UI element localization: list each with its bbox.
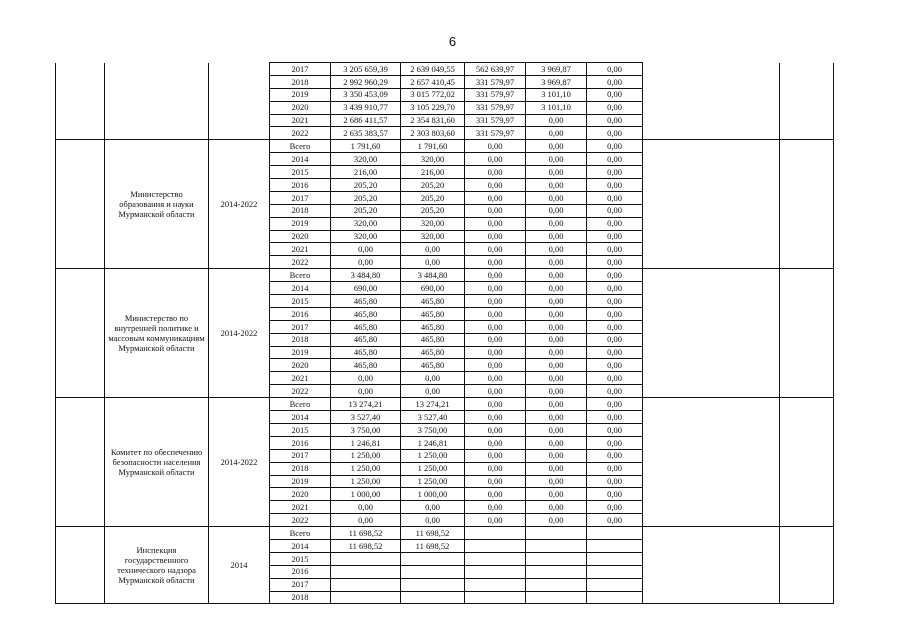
funding-table xyxy=(55,62,834,604)
total-cell: 3 527,40 xyxy=(331,411,401,424)
other-sources-cell: 0,00 xyxy=(587,75,643,88)
federal-budget-cell: 0,00 xyxy=(465,436,526,449)
year-cell: 2015 xyxy=(270,423,331,436)
year-cell: 2017 xyxy=(270,449,331,462)
federal-budget-cell xyxy=(465,552,526,565)
table-row xyxy=(56,398,834,411)
federal-budget-cell: 0,00 xyxy=(465,359,526,372)
regional-budget-cell: 320,00 xyxy=(401,153,465,166)
regional-budget-cell: 3 750,00 xyxy=(401,423,465,436)
regional-budget-cell: 1 250,00 xyxy=(401,475,465,488)
other-sources-cell: 0,00 xyxy=(587,179,643,192)
other-sources-cell: 0,00 xyxy=(587,449,643,462)
total-cell: 3 350 453,09 xyxy=(331,88,401,101)
row-number-cell xyxy=(56,269,105,398)
total-cell: 465,80 xyxy=(331,359,401,372)
other-sources-cell: 0,00 xyxy=(587,153,643,166)
federal-budget-cell: 0,00 xyxy=(465,166,526,179)
local-budget-cell: 0,00 xyxy=(526,436,587,449)
total-cell: 3 750,00 xyxy=(331,423,401,436)
other-sources-cell: 0,00 xyxy=(587,359,643,372)
federal-budget-cell: 0,00 xyxy=(465,333,526,346)
total-cell: 320,00 xyxy=(331,153,401,166)
other-sources-cell: 0,00 xyxy=(587,411,643,424)
year-cell: Всего xyxy=(270,398,331,411)
federal-budget-cell: 0,00 xyxy=(465,411,526,424)
year-cell: Всего xyxy=(270,269,331,282)
local-budget-cell: 0,00 xyxy=(526,140,587,153)
total-cell: 2 635 383,57 xyxy=(331,127,401,140)
result-cell xyxy=(780,140,834,269)
regional-budget-cell: 465,80 xyxy=(401,346,465,359)
total-cell: 465,80 xyxy=(331,346,401,359)
year-cell: 2016 xyxy=(270,436,331,449)
year-cell: 2017 xyxy=(270,320,331,333)
total-cell: 3 205 659,39 xyxy=(331,63,401,76)
regional-budget-cell: 1 250,00 xyxy=(401,462,465,475)
federal-budget-cell: 0,00 xyxy=(465,398,526,411)
other-sources-cell: 0,00 xyxy=(587,436,643,449)
year-cell: 2020 xyxy=(270,488,331,501)
other-sources-cell: 0,00 xyxy=(587,295,643,308)
regional-budget-cell: 216,00 xyxy=(401,166,465,179)
organization-cell: Комитет по обеспечению безопасности населения Мурманской области xyxy=(105,398,209,527)
organization-cell: Инспекция государственного технического надзора Мурманской области xyxy=(105,527,209,604)
total-cell: 1 250,00 xyxy=(331,462,401,475)
other-sources-cell: 0,00 xyxy=(587,114,643,127)
total-cell: 1 250,00 xyxy=(331,475,401,488)
year-cell: 2022 xyxy=(270,514,331,527)
year-cell: 2018 xyxy=(270,462,331,475)
other-sources-cell: 0,00 xyxy=(587,514,643,527)
year-cell: 2018 xyxy=(270,333,331,346)
local-budget-cell xyxy=(526,552,587,565)
organization-cell: Министерство по внутренней политике и массовым коммуникациям Мурманской области xyxy=(105,269,209,398)
organization-cell xyxy=(105,63,209,140)
year-cell: 2014 xyxy=(270,153,331,166)
federal-budget-cell: 0,00 xyxy=(465,475,526,488)
row-number-cell xyxy=(56,63,105,140)
other-sources-cell: 0,00 xyxy=(587,462,643,475)
regional-budget-cell: 2 657 410,45 xyxy=(401,75,465,88)
federal-budget-cell: 331 579,97 xyxy=(465,127,526,140)
total-cell: 465,80 xyxy=(331,320,401,333)
regional-budget-cell: 690,00 xyxy=(401,282,465,295)
indicator-cell xyxy=(643,63,780,140)
regional-budget-cell xyxy=(401,565,465,578)
local-budget-cell xyxy=(526,591,587,604)
year-cell: 2021 xyxy=(270,243,331,256)
local-budget-cell: 0,00 xyxy=(526,346,587,359)
row-number-cell xyxy=(56,527,105,604)
federal-budget-cell: 0,00 xyxy=(465,320,526,333)
regional-budget-cell: 320,00 xyxy=(401,230,465,243)
year-cell: 2020 xyxy=(270,359,331,372)
local-budget-cell: 3 969,87 xyxy=(526,63,587,76)
local-budget-cell: 0,00 xyxy=(526,243,587,256)
other-sources-cell: 0,00 xyxy=(587,475,643,488)
regional-budget-cell: 3 527,40 xyxy=(401,411,465,424)
local-budget-cell: 0,00 xyxy=(526,295,587,308)
other-sources-cell xyxy=(587,527,643,540)
local-budget-cell: 0,00 xyxy=(526,191,587,204)
total-cell: 320,00 xyxy=(331,230,401,243)
regional-budget-cell: 0,00 xyxy=(401,243,465,256)
year-cell: 2019 xyxy=(270,475,331,488)
row-number-cell xyxy=(56,398,105,527)
federal-budget-cell: 0,00 xyxy=(465,488,526,501)
year-cell: 2021 xyxy=(270,372,331,385)
year-cell: Всего xyxy=(270,140,331,153)
federal-budget-cell xyxy=(465,591,526,604)
period-cell: 2014-2022 xyxy=(209,269,270,398)
year-cell: 2016 xyxy=(270,179,331,192)
total-cell: 205,20 xyxy=(331,191,401,204)
other-sources-cell: 0,00 xyxy=(587,398,643,411)
page-number: 6 xyxy=(448,34,457,49)
total-cell: 465,80 xyxy=(331,333,401,346)
federal-budget-cell xyxy=(465,578,526,591)
total-cell: 0,00 xyxy=(331,385,401,398)
indicator-cell xyxy=(643,140,780,269)
federal-budget-cell: 0,00 xyxy=(465,153,526,166)
regional-budget-cell: 2 639 049,55 xyxy=(401,63,465,76)
year-cell: 2017 xyxy=(270,578,331,591)
federal-budget-cell: 0,00 xyxy=(465,462,526,475)
year-cell: 2020 xyxy=(270,230,331,243)
federal-budget-cell: 331 579,97 xyxy=(465,114,526,127)
indicator-cell xyxy=(643,269,780,398)
regional-budget-cell: 205,20 xyxy=(401,179,465,192)
local-budget-cell: 0,00 xyxy=(526,127,587,140)
local-budget-cell: 0,00 xyxy=(526,217,587,230)
indicator-cell xyxy=(643,527,780,604)
total-cell: 1 246,81 xyxy=(331,436,401,449)
federal-budget-cell xyxy=(465,527,526,540)
local-budget-cell: 0,00 xyxy=(526,307,587,320)
total-cell xyxy=(331,552,401,565)
local-budget-cell: 0,00 xyxy=(526,282,587,295)
total-cell: 690,00 xyxy=(331,282,401,295)
local-budget-cell: 0,00 xyxy=(526,153,587,166)
federal-budget-cell: 0,00 xyxy=(465,282,526,295)
regional-budget-cell: 205,20 xyxy=(401,191,465,204)
other-sources-cell: 0,00 xyxy=(587,230,643,243)
federal-budget-cell: 562 639,97 xyxy=(465,63,526,76)
total-cell: 0,00 xyxy=(331,514,401,527)
other-sources-cell xyxy=(587,591,643,604)
federal-budget-cell: 0,00 xyxy=(465,256,526,269)
year-cell: 2021 xyxy=(270,501,331,514)
regional-budget-cell: 0,00 xyxy=(401,385,465,398)
federal-budget-cell: 0,00 xyxy=(465,217,526,230)
other-sources-cell: 0,00 xyxy=(587,63,643,76)
other-sources-cell: 0,00 xyxy=(587,243,643,256)
regional-budget-cell xyxy=(401,552,465,565)
regional-budget-cell: 3 484,80 xyxy=(401,269,465,282)
year-cell: 2018 xyxy=(270,591,331,604)
year-cell: 2017 xyxy=(270,191,331,204)
other-sources-cell: 0,00 xyxy=(587,385,643,398)
other-sources-cell: 0,00 xyxy=(587,501,643,514)
total-cell: 465,80 xyxy=(331,295,401,308)
total-cell: 13 274,21 xyxy=(331,398,401,411)
period-cell xyxy=(209,63,270,140)
total-cell: 205,20 xyxy=(331,204,401,217)
other-sources-cell xyxy=(587,565,643,578)
result-cell xyxy=(780,398,834,527)
other-sources-cell xyxy=(587,552,643,565)
federal-budget-cell: 0,00 xyxy=(465,179,526,192)
result-cell xyxy=(780,269,834,398)
period-cell: 2014 xyxy=(209,527,270,604)
other-sources-cell: 0,00 xyxy=(587,423,643,436)
regional-budget-cell: 3 015 772,02 xyxy=(401,88,465,101)
federal-budget-cell: 0,00 xyxy=(465,204,526,217)
federal-budget-cell: 0,00 xyxy=(465,423,526,436)
year-cell: 2018 xyxy=(270,75,331,88)
local-budget-cell: 0,00 xyxy=(526,359,587,372)
year-cell: 2018 xyxy=(270,204,331,217)
total-cell: 1 000,00 xyxy=(331,488,401,501)
year-cell: 2015 xyxy=(270,166,331,179)
table-row xyxy=(56,269,834,282)
total-cell: 3 439 910,77 xyxy=(331,101,401,114)
federal-budget-cell: 0,00 xyxy=(465,269,526,282)
regional-budget-cell: 11 698,52 xyxy=(401,539,465,552)
regional-budget-cell: 465,80 xyxy=(401,307,465,320)
local-budget-cell: 0,00 xyxy=(526,114,587,127)
other-sources-cell: 0,00 xyxy=(587,282,643,295)
total-cell: 0,00 xyxy=(331,256,401,269)
year-cell: 2019 xyxy=(270,346,331,359)
regional-budget-cell: 465,80 xyxy=(401,333,465,346)
year-cell: 2022 xyxy=(270,385,331,398)
total-cell: 216,00 xyxy=(331,166,401,179)
total-cell: 465,80 xyxy=(331,307,401,320)
local-budget-cell: 0,00 xyxy=(526,204,587,217)
other-sources-cell: 0,00 xyxy=(587,320,643,333)
local-budget-cell xyxy=(526,527,587,540)
local-budget-cell: 0,00 xyxy=(526,230,587,243)
regional-budget-cell: 3 105 229,70 xyxy=(401,101,465,114)
other-sources-cell: 0,00 xyxy=(587,269,643,282)
federal-budget-cell: 331 579,97 xyxy=(465,101,526,114)
federal-budget-cell: 0,00 xyxy=(465,514,526,527)
period-cell: 2014-2022 xyxy=(209,398,270,527)
federal-budget-cell: 0,00 xyxy=(465,230,526,243)
year-cell: 2022 xyxy=(270,127,331,140)
local-budget-cell: 0,00 xyxy=(526,462,587,475)
year-cell: 2019 xyxy=(270,88,331,101)
total-cell: 1 250,00 xyxy=(331,449,401,462)
total-cell: 2 686 411,57 xyxy=(331,114,401,127)
year-cell: 2014 xyxy=(270,411,331,424)
total-cell: 2 992 960,29 xyxy=(331,75,401,88)
regional-budget-cell: 0,00 xyxy=(401,514,465,527)
other-sources-cell: 0,00 xyxy=(587,127,643,140)
federal-budget-cell: 331 579,97 xyxy=(465,88,526,101)
local-budget-cell: 0,00 xyxy=(526,411,587,424)
local-budget-cell: 3 101,10 xyxy=(526,101,587,114)
regional-budget-cell: 465,80 xyxy=(401,359,465,372)
federal-budget-cell: 0,00 xyxy=(465,449,526,462)
local-budget-cell: 3 101,10 xyxy=(526,88,587,101)
other-sources-cell xyxy=(587,578,643,591)
year-cell: Всего xyxy=(270,527,331,540)
local-budget-cell: 0,00 xyxy=(526,269,587,282)
other-sources-cell: 0,00 xyxy=(587,140,643,153)
result-cell xyxy=(780,63,834,140)
federal-budget-cell: 0,00 xyxy=(465,307,526,320)
other-sources-cell: 0,00 xyxy=(587,372,643,385)
regional-budget-cell: 11 698,52 xyxy=(401,527,465,540)
year-cell: 2015 xyxy=(270,295,331,308)
year-cell: 2020 xyxy=(270,101,331,114)
federal-budget-cell: 0,00 xyxy=(465,501,526,514)
other-sources-cell: 0,00 xyxy=(587,101,643,114)
year-cell: 2014 xyxy=(270,282,331,295)
row-number-cell xyxy=(56,140,105,269)
regional-budget-cell: 0,00 xyxy=(401,501,465,514)
local-budget-cell xyxy=(526,565,587,578)
regional-budget-cell: 1 246,81 xyxy=(401,436,465,449)
regional-budget-cell: 1 250,00 xyxy=(401,449,465,462)
total-cell: 11 698,52 xyxy=(331,539,401,552)
regional-budget-cell: 1 791,60 xyxy=(401,140,465,153)
regional-budget-cell: 13 274,21 xyxy=(401,398,465,411)
regional-budget-cell: 1 000,00 xyxy=(401,488,465,501)
local-budget-cell: 0,00 xyxy=(526,179,587,192)
federal-budget-cell: 0,00 xyxy=(465,243,526,256)
year-cell: 2021 xyxy=(270,114,331,127)
total-cell xyxy=(331,578,401,591)
other-sources-cell: 0,00 xyxy=(587,191,643,204)
local-budget-cell: 0,00 xyxy=(526,488,587,501)
other-sources-cell: 0,00 xyxy=(587,204,643,217)
federal-budget-cell: 0,00 xyxy=(465,385,526,398)
table-row xyxy=(56,63,834,76)
local-budget-cell: 0,00 xyxy=(526,320,587,333)
local-budget-cell: 3 969,87 xyxy=(526,75,587,88)
local-budget-cell: 0,00 xyxy=(526,514,587,527)
other-sources-cell: 0,00 xyxy=(587,88,643,101)
year-cell: 2016 xyxy=(270,307,331,320)
table-row xyxy=(56,140,834,153)
local-budget-cell: 0,00 xyxy=(526,501,587,514)
local-budget-cell: 0,00 xyxy=(526,372,587,385)
regional-budget-cell: 2 303 803,60 xyxy=(401,127,465,140)
other-sources-cell: 0,00 xyxy=(587,346,643,359)
local-budget-cell: 0,00 xyxy=(526,398,587,411)
year-cell: 2016 xyxy=(270,565,331,578)
federal-budget-cell: 0,00 xyxy=(465,372,526,385)
regional-budget-cell: 320,00 xyxy=(401,217,465,230)
other-sources-cell: 0,00 xyxy=(587,333,643,346)
federal-budget-cell xyxy=(465,539,526,552)
regional-budget-cell: 2 354 831,60 xyxy=(401,114,465,127)
regional-budget-cell: 0,00 xyxy=(401,372,465,385)
year-cell: 2015 xyxy=(270,552,331,565)
regional-budget-cell: 465,80 xyxy=(401,320,465,333)
federal-budget-cell xyxy=(465,565,526,578)
local-budget-cell: 0,00 xyxy=(526,385,587,398)
year-cell: 2014 xyxy=(270,539,331,552)
regional-budget-cell xyxy=(401,578,465,591)
other-sources-cell: 0,00 xyxy=(587,256,643,269)
total-cell: 0,00 xyxy=(331,501,401,514)
local-budget-cell xyxy=(526,539,587,552)
local-budget-cell: 0,00 xyxy=(526,449,587,462)
total-cell xyxy=(331,591,401,604)
total-cell: 11 698,52 xyxy=(331,527,401,540)
year-cell: 2019 xyxy=(270,217,331,230)
period-cell: 2014-2022 xyxy=(209,140,270,269)
federal-budget-cell: 0,00 xyxy=(465,191,526,204)
year-cell: 2017 xyxy=(270,63,331,76)
total-cell xyxy=(331,565,401,578)
local-budget-cell: 0,00 xyxy=(526,256,587,269)
total-cell: 1 791,60 xyxy=(331,140,401,153)
other-sources-cell: 0,00 xyxy=(587,307,643,320)
regional-budget-cell: 205,20 xyxy=(401,204,465,217)
result-cell xyxy=(780,527,834,604)
local-budget-cell: 0,00 xyxy=(526,333,587,346)
organization-cell: Министерство образования и науки Мурманской области xyxy=(105,140,209,269)
local-budget-cell xyxy=(526,578,587,591)
total-cell: 3 484,80 xyxy=(331,269,401,282)
federal-budget-cell: 331 579,97 xyxy=(465,75,526,88)
local-budget-cell: 0,00 xyxy=(526,166,587,179)
other-sources-cell: 0,00 xyxy=(587,488,643,501)
total-cell: 0,00 xyxy=(331,243,401,256)
federal-budget-cell: 0,00 xyxy=(465,140,526,153)
local-budget-cell: 0,00 xyxy=(526,475,587,488)
total-cell: 205,20 xyxy=(331,179,401,192)
table-row xyxy=(56,527,834,540)
other-sources-cell: 0,00 xyxy=(587,217,643,230)
local-budget-cell: 0,00 xyxy=(526,423,587,436)
federal-budget-cell: 0,00 xyxy=(465,346,526,359)
other-sources-cell xyxy=(587,539,643,552)
indicator-cell xyxy=(643,398,780,527)
regional-budget-cell: 0,00 xyxy=(401,256,465,269)
total-cell: 0,00 xyxy=(331,372,401,385)
regional-budget-cell xyxy=(401,591,465,604)
total-cell: 320,00 xyxy=(331,217,401,230)
federal-budget-cell: 0,00 xyxy=(465,295,526,308)
year-cell: 2022 xyxy=(270,256,331,269)
other-sources-cell: 0,00 xyxy=(587,166,643,179)
regional-budget-cell: 465,80 xyxy=(401,295,465,308)
